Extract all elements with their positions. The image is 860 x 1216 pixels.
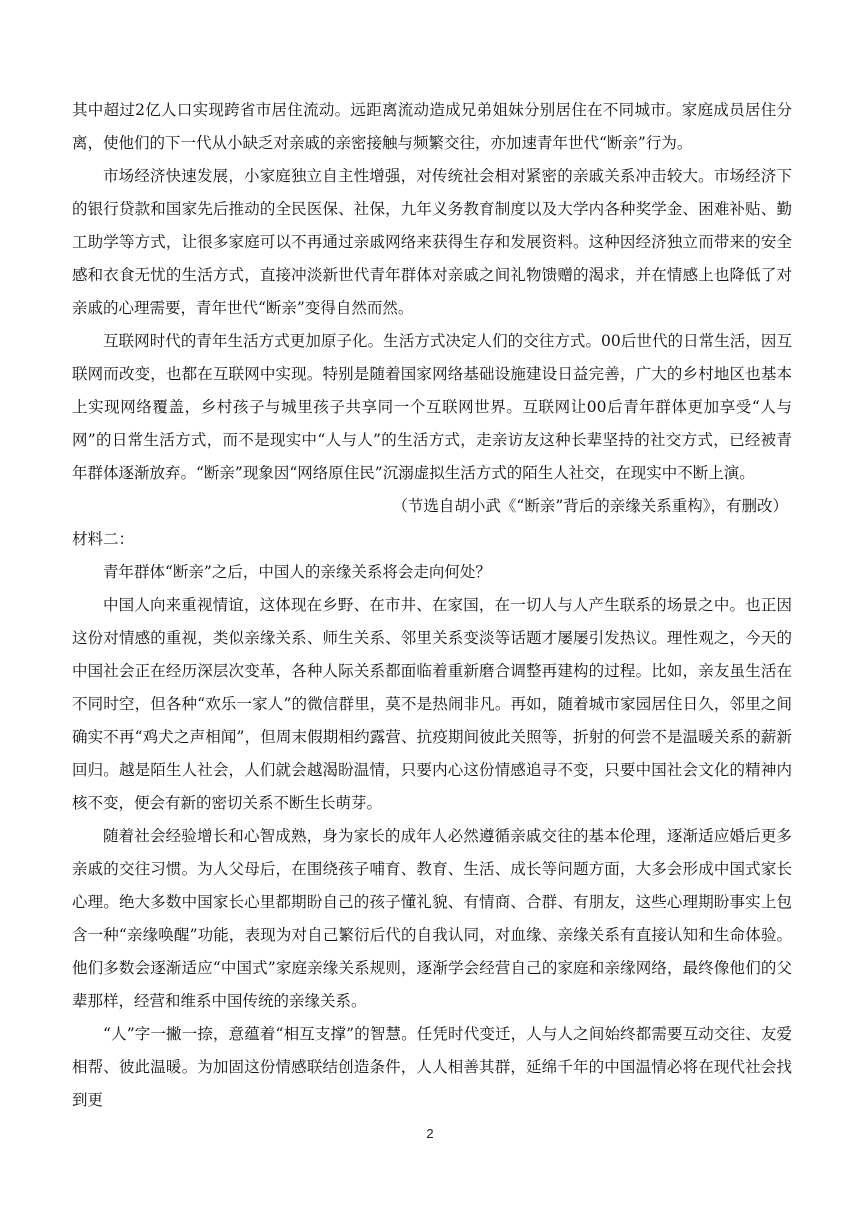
paragraph-conclusion: “人”字一撇一捺，意蕴着“相互支撑”的智慧。任凭时代变迁，人与人之间始终都需要互动交往、友爱相帮、彼此温暖。为加固这份情感联结创造条件，人人相善其群，延绵千年的中国温情必将在现代社会找到更 <box>72 1025 792 1109</box>
paragraph-question: 青年群体“断亲”之后，中国人的亲缘关系将会走向何处？ <box>103 563 491 581</box>
paragraph-internet-era: 互联网时代的青年生活方式更加原子化。生活方式决定人们的交往方式。00后世代的日常生活，因互联网而改变，也都在互联网中实现。特别是随着国家网络基础设施建设日益完善，广大的乡村地区也基本上实现网络覆盖，乡村孩子与城里孩子共享同一个互联网世界。互联网让00后青年群体更加享受“人与网”的日常生活方式，而不是现实中“人与人”的生活方式，走亲访友这种长辈坚持的社交方式，已经被青年群体逐渐放弃。“断亲”现象因“网络原住民”沉溺虚拟生活方式的陌生人社交，在现实中不断上演。 <box>72 332 792 482</box>
paragraph-emotion: 中国人向来重视情谊，这体现在乡野、在市井、在家国，在一切人与人产生联系的场景之中。也正因这份对情感的重视，类似亲缘关系、师生关系、邻里关系变淡等话题才屡屡引发热议。理性观之，今天的中国社会正在经历深层次变革，各种人际关系都面临着重新磨合调整再建构的过程。比如，亲友虽生活在不同时空，但各种“欢乐一家人”的微信群里，莫不是热闹非凡。再如，随着城市家园居住日久，邻里之间确实不再“鸡犬之声相闻”，但周末假期相约露营、抗疫期间彼此关照等，折射的何尝不是温暖关系的薪新回归。越是陌生人社会，人们就会越渴盼温情，只要内心这份情感追寻不变，只要中国社会文化的精神内核不变，便会有新的密切关系不断生长萌芽。 <box>72 596 792 812</box>
source-citation: （节选自胡小武《“断亲”背后的亲缘关系重构》，有删改） <box>392 497 788 515</box>
page-number: 2 <box>426 1126 434 1141</box>
body-text <box>72 94 792 1117</box>
paragraph-migration: 其中超过2亿人口实现跨省市居住流动。远距离流动造成兄弟姐妹分别居住在不同城市。家庭成员居住分离，使他们的下一代从小缺乏对亲戚的亲密接触与频繁交往，亦加速青年世代“断亲”行为。 <box>72 101 792 152</box>
paragraph-market-economy: 市场经济快速发展，小家庭独立自主性增强，对传统社会相对紧密的亲戚关系冲击较大。市场经济下的银行贷款和国家先后推动的全民医保、社保，九年义务教育制度以及大学内各种奖学金、困难补贴、勤工助学等方式，让很多家庭可以不再通过亲戚网络来获得生存和发展资料。这种因经济独立而带来的安全感和衣食无忧的生活方式，直接冲淡新世代青年群体对亲戚之间礼物馈赠的渴求，并在情感上也降低了对亲戚的心理需要，青年世代“断亲”变得自然而然。 <box>72 167 792 317</box>
paragraph-parents: 随着社会经验增长和心智成熟，身为家长的成年人必然遵循亲戚交往的基本伦理，逐渐适应婚后更多亲戚的交往习惯。为人父母后，在围绕孩子哺育、教育、生活、成长等问题方面，大多会形成中国式家长心理。绝大多数中国家长心里都期盼自己的孩子懂礼貌、有情商、合群、有朋友，这些心理期盼事实上包含一种“亲缘唤醒”功能，表现为对自己繁衍后代的自我认同，对血缘、亲缘关系有直接认知和生命体验。他们多数会逐渐适应“中国式”家庭亲缘关系规则，逐渐学会经营自己的家庭和亲缘网络，最终像他们的父辈那样，经营和维系中国传统的亲缘关系。 <box>72 827 792 1010</box>
material-two-heading: 材料二： <box>72 530 135 548</box>
